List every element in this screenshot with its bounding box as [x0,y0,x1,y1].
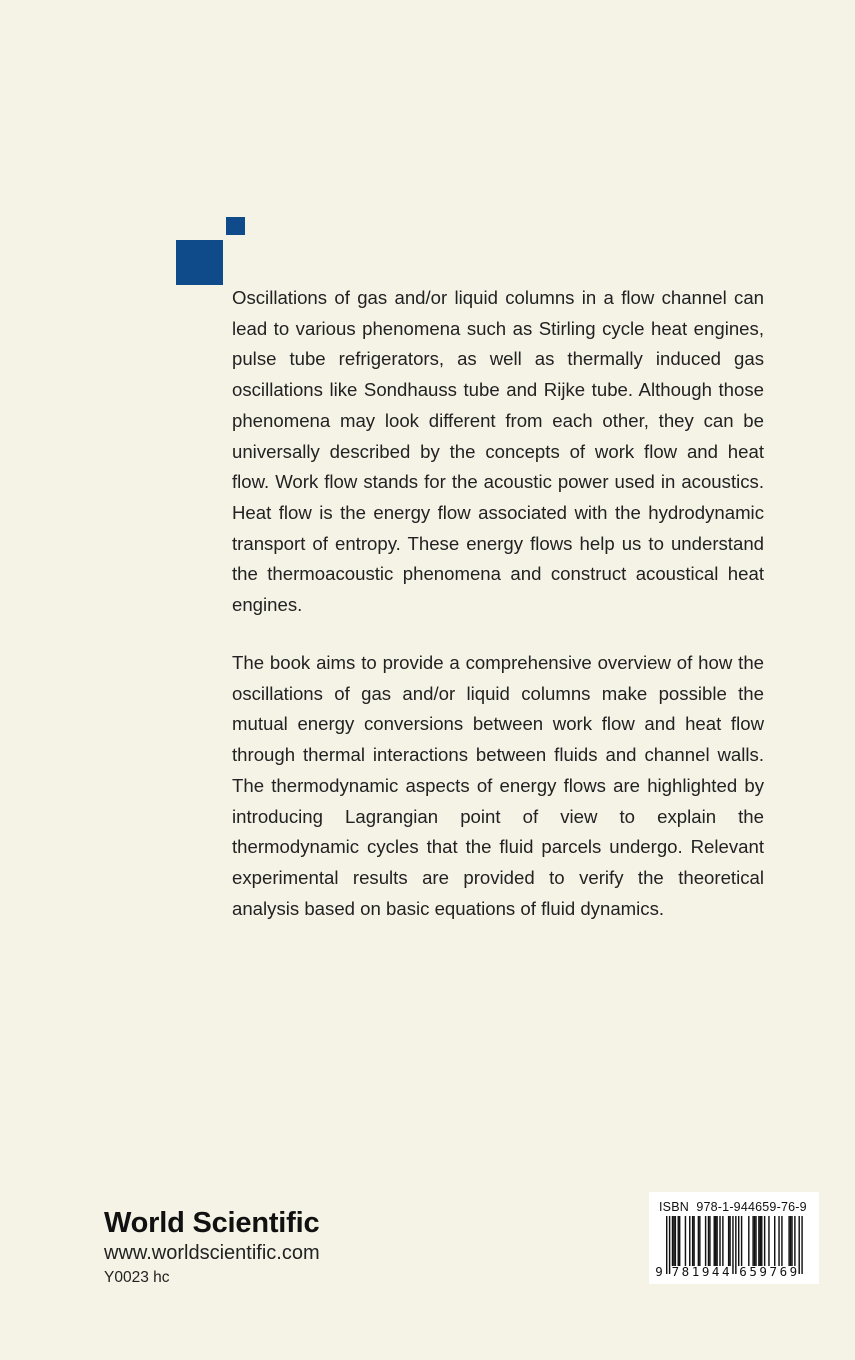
barcode-bar [692,1216,693,1266]
barcode-bar [741,1216,742,1266]
product-code: Y0023 hc [104,1269,170,1286]
isbn-label: ISBN [659,1200,689,1214]
barcode-graphic [649,1192,819,1284]
barcode-digit: 4 [711,1264,720,1279]
publisher-name: World Scientific [104,1207,320,1239]
barcode-bar [693,1216,694,1266]
barcode-bar [754,1216,755,1266]
decorative-square-large [176,240,223,285]
barcode-bar [778,1216,779,1266]
barcode-digit: 1 [691,1264,700,1279]
barcode-bar [761,1216,762,1266]
barcode-bar [768,1216,769,1266]
barcode-bar [791,1216,792,1266]
barcode-bar [735,1216,736,1274]
barcode-digit: 5 [749,1264,757,1279]
barcode-digit: 8 [681,1264,690,1279]
barcode-bar [732,1216,733,1274]
barcode-bar [755,1216,756,1266]
barcode-digit: 9 [655,1264,663,1279]
barcode-bar [801,1216,802,1274]
blurb-paragraph-1: Oscillations of gas and/or liquid columns in a flow channel can lead to various phenomena such as Stirling cycle heat engines, pulse tube refrigerators, as well as thermally induced gas oscillations like Sondhauss tube and Rijke tube. Although those phenomena may look different from each other, they can be universally described by the concepts of work flow and heat flow. Work flow stands for the acoustic power used in acoustics. Heat flow is the energy flow associated with the hydrodynamic transport of entropy. These energy flows help us to understand the thermoacoustic phenomena and construct acoustical heat engines. [232,287,764,616]
barcode-bar [719,1216,720,1266]
barcode-digit: 4 [721,1264,730,1279]
barcode-bar [794,1216,795,1266]
barcode-bar [790,1216,791,1266]
barcode-bar [788,1216,789,1266]
barcode-digit: 7 [671,1264,680,1279]
barcode-bar [738,1216,739,1266]
barcode-bar [673,1216,674,1266]
barcode-digit: 6 [779,1264,788,1279]
blurb-paragraph-2: The book aims to provide a comprehensive overview of how the oscillations of gas and/or liquid columns make possible the mutual energy conversions between work flow and heat flow through thermal interactions between fluids and channel walls. The thermodynamic aspects of energy flows are highlighted by introducing Lagrangian point of view to explain the thermodynamic cycles that the fluid parcels undergo. Relevant experimental results are provided to verify the theoretical analysis based on basic equations of fluid dynamics. [232,652,764,919]
barcode-bar [798,1216,799,1274]
barcode-bar [705,1216,706,1266]
barcode-digit: 9 [759,1264,767,1279]
barcode-bar [722,1216,723,1266]
barcode-bar [709,1216,710,1266]
barcode-digit: 9 [789,1264,798,1279]
barcode-bar [758,1216,759,1266]
barcode-digit: 9 [701,1264,710,1279]
barcode-bar [685,1216,686,1266]
barcode-bar [678,1216,679,1266]
barcode-bar [689,1216,690,1266]
barcode-bar [675,1216,676,1266]
barcode-digit: 6 [739,1264,747,1279]
barcode-bar [708,1216,709,1266]
barcode-bar [760,1216,761,1266]
barcode-bar [764,1216,765,1266]
barcode-bar [714,1216,715,1266]
barcode-bar [781,1216,782,1266]
barcode-bar [679,1216,680,1266]
barcode-bar [669,1216,670,1274]
barcode-bar [699,1216,700,1266]
barcode-bar [752,1216,753,1266]
publisher-url: www.worldscientific.com [104,1242,320,1264]
barcode-bar [728,1216,729,1266]
barcode-bar [729,1216,730,1266]
isbn-barcode-label [649,1192,819,1284]
barcode-bar [715,1216,716,1266]
isbn-number: 978-1-944659-76-9 [696,1200,807,1214]
barcode-bar [698,1216,699,1266]
barcode-digit: 7 [769,1264,778,1279]
decorative-square-small [226,217,245,235]
barcode-bar [774,1216,775,1266]
barcode-bar [716,1216,717,1266]
barcode-bar [672,1216,673,1266]
barcode-bar [748,1216,749,1266]
barcode-bar [666,1216,667,1274]
publisher-block [104,1206,320,1290]
